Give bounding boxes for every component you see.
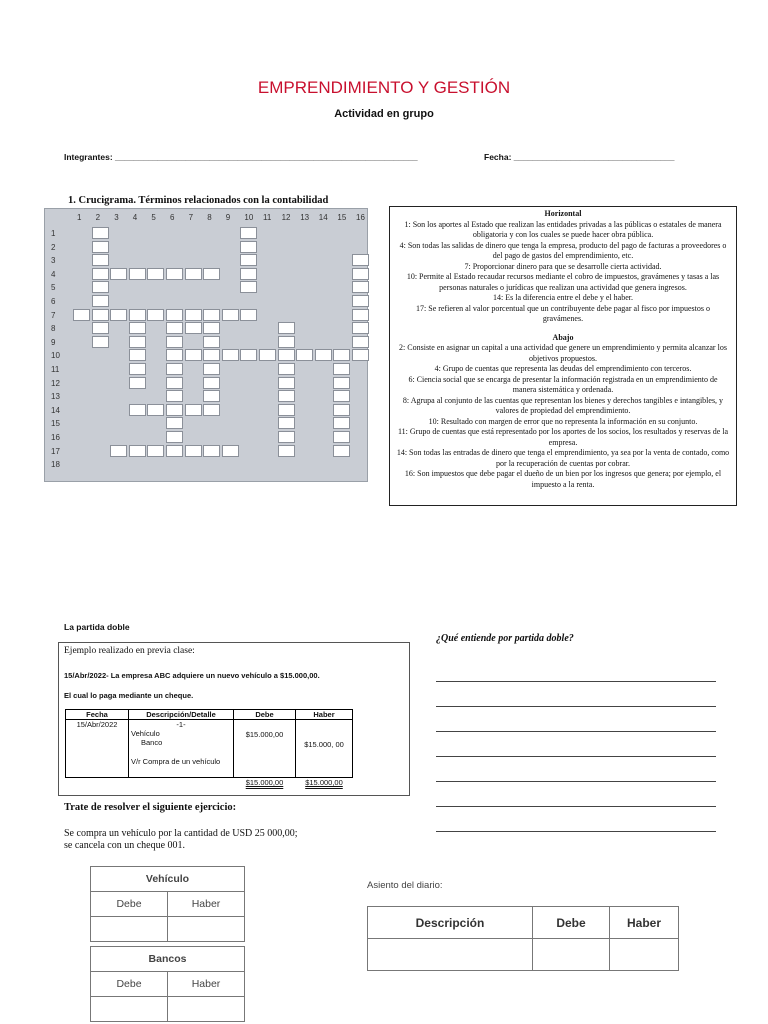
answer-line[interactable] [436,831,716,832]
crossword-col-number: 15 [337,213,347,222]
exercise-heading: Trate de resolver el siguiente ejercicio: [64,802,237,813]
crossword-cell[interactable] [166,268,183,280]
crossword-cell[interactable] [278,404,295,416]
crossword-cell[interactable] [129,309,146,321]
crossword-row-number: 11 [51,365,60,374]
crossword-col-number: 1 [77,213,82,222]
crossword-heading: 1. Crucigrama. Términos relacionados con la contabilidad [68,195,329,206]
crossword-cell[interactable] [240,309,257,321]
crossword-cell[interactable] [203,336,220,348]
crossword-cell[interactable] [278,349,295,361]
crossword-col-number: 3 [114,213,119,222]
crossword-cell[interactable] [166,309,183,321]
crossword-cell[interactable] [278,377,295,389]
t-account-title: Bancos [91,947,245,972]
crossword-row-number: 6 [51,297,56,306]
crossword-cell[interactable] [333,417,350,429]
crossword-cell[interactable] [92,322,109,334]
example-line-2: El cual lo paga mediante un cheque. [64,691,194,700]
crossword-cell[interactable] [166,445,183,457]
crossword-row-number: 3 [51,256,56,266]
crossword-cell[interactable] [185,445,202,457]
crossword-cell[interactable] [222,445,239,457]
crossword-row-number: 18 [51,460,60,470]
horizontal-clue: 1: Son los aportes al Estado que realizan las entidades privadas a las públicas o estatales de manera obligatoria y con los cuales se puede hacer obra pública. [404,219,722,239]
crossword-cell[interactable] [333,431,350,443]
answer-line[interactable] [436,681,716,682]
crossword-cell[interactable] [129,445,146,457]
crossword-cell[interactable] [166,322,183,334]
crossword-cell[interactable] [203,349,220,361]
crossword-cell[interactable] [352,281,369,293]
answer-line[interactable] [436,781,716,782]
crossword-cell[interactable] [185,349,202,361]
crossword-cell[interactable] [92,268,109,280]
crossword-row-number: 2 [51,242,56,252]
crossword-cell[interactable] [278,390,295,402]
total-debe: $15.000,00 [234,778,296,788]
clues-box [389,206,737,506]
crossword-cell[interactable] [147,404,164,416]
haber-value: $15.000, 00 [304,740,344,749]
crossword-cell[interactable] [185,322,202,334]
crossword-cell[interactable] [92,241,109,253]
crossword-cell[interactable] [333,404,350,416]
crossword-cell[interactable] [92,281,109,293]
crossword-cell[interactable] [203,404,220,416]
page-title: EMPRENDIMIENTO Y GESTIÓN [257,78,511,97]
partida-heading: La partida doble [64,622,130,632]
crossword-cell[interactable] [203,377,220,389]
horizontal-clue: 7: Proporcionar dinero para que se desarrolle cierta actividad. [464,261,662,271]
partida-question: ¿Qué entiende por partida doble? [436,633,574,644]
t-account-debe: Debe [91,892,168,917]
crossword-cell[interactable] [185,309,202,321]
crossword-cell[interactable] [240,227,257,239]
vertical-clue: 2: Consiste en asignar un capital a una actividad que genere un emprendimiento y permita alcanzar los objetivos propuestos. [399,343,727,363]
crossword-cell[interactable] [278,322,295,334]
answer-line[interactable] [436,706,716,707]
crossword-cell[interactable] [278,417,295,429]
t-account-haber-cell[interactable] [168,917,245,942]
page-subtitle: Actividad en grupo [334,108,434,120]
crossword-cell[interactable] [352,295,369,307]
crossword-cell[interactable] [166,431,183,443]
fecha-field[interactable]: Fecha: __________________________________ [484,152,675,162]
horizontal-heading: Horizontal [544,209,582,218]
crossword-cell[interactable] [147,309,164,321]
crossword-cell[interactable] [73,309,90,321]
crossword-cell[interactable] [129,268,146,280]
horizontal-clue: 10: Permite al Estado recaudar recursos mediante el cobro de impuestos, gravámenes y tasas a las personas naturales o jurídicas que realizan una actividad que genera ingresos. [406,272,720,292]
crossword-cell[interactable] [92,309,109,321]
crossword-cell[interactable] [166,417,183,429]
crossword-cell[interactable] [110,309,127,321]
crossword-cell[interactable] [352,336,369,348]
crossword-col-number: 7 [188,213,194,222]
total-haber: $15.000,00 [296,778,353,788]
exercise-line-1: Se compra un vehículo por la cantidad de USD 25 000,00; [64,828,298,839]
cell-fecha: 15/Abr/2022 [66,720,129,778]
crossword-cell[interactable] [259,349,276,361]
crossword-cell[interactable] [147,268,164,280]
crossword-cell[interactable] [278,431,295,443]
t-account-debe-cell[interactable] [91,997,168,1022]
crossword-cell[interactable] [240,254,257,266]
crossword-row-number: 16 [51,433,60,442]
crossword-cell[interactable] [203,445,220,457]
crossword-cell[interactable] [203,309,220,321]
cell-haber [296,720,353,778]
t-account-debe-cell[interactable] [91,917,168,942]
crossword-cell[interactable] [203,322,220,334]
crossword-cell[interactable] [352,254,369,266]
crossword-cell[interactable] [129,349,146,361]
crossword-cell[interactable] [185,404,202,416]
vertical-clue: 10: Resultado con margen de error que no representa la información en su conjunto. [428,416,698,426]
crossword-col-number: 10 [244,213,254,222]
asiento-cell-descripcion[interactable] [368,939,533,971]
crossword-cell[interactable] [166,390,183,402]
crossword-row-number: 15 [51,419,60,429]
crossword-col-number: 8 [207,213,212,222]
crossword-cell[interactable] [352,349,369,361]
example-journal-table [65,709,353,787]
crossword-cell[interactable] [110,445,127,457]
t-account-bancos [90,946,245,1022]
crossword-cell[interactable] [352,322,369,334]
vertical-clue: 4: Grupo de cuentas que representa las deudas del emprendimiento con terceros. [434,364,692,373]
debe-value: $15.000,00 [245,730,284,739]
crossword-cell[interactable] [166,404,183,416]
crossword-cell[interactable] [185,268,202,280]
vertical-clue: 11: Grupo de cuentas que está representado por los aportes de los socios, los resultados y reservas de la empresa. [397,427,729,447]
crossword-col-number: 4 [132,213,138,222]
crossword-col-number: 2 [95,213,101,222]
crossword-col-number: 12 [281,213,291,222]
vertical-clue: 14: Son todas las entradas de dinero que tenga el emprendimiento, ya sea por la venta de contado, como por la recuperación de cuentas por cobrar. [396,448,730,468]
crossword-row-number: 14 [51,405,60,415]
crossword-cell[interactable] [166,336,183,348]
crossword-cell[interactable] [333,363,350,375]
entry-vehiculo: Vehículo [131,729,160,738]
asiento-label: Asiento del diario: [367,880,443,891]
example-intro: Ejemplo realizado en previa clase: [64,646,195,656]
crossword-cell[interactable] [240,268,257,280]
cell-descripcion [129,720,234,778]
answer-line[interactable] [436,806,716,807]
crossword-cell[interactable] [147,445,164,457]
crossword-cell[interactable] [203,390,220,402]
crossword-cell[interactable] [240,281,257,293]
crossword-cell[interactable] [129,404,146,416]
t-account-haber: Haber [168,972,245,997]
crossword-cell[interactable] [129,363,146,375]
entry-banco: Banco [141,738,163,747]
horizontal-clue: 4: Son todas las salidas de dinero que tenga la empresa, producto del pago de facturas a proveedores o del pago de gastos del emprendimiento, etc. [399,240,727,260]
crossword-cell[interactable] [92,254,109,266]
entry-vr: V/r Compra de un vehículo [131,757,221,766]
crossword-row-number: 10 [51,351,60,361]
horizontal-clue: 17: Se refieren al valor porcentual que un contribuyente debe pagar al fisco por impuestos o gravámenes. [416,303,710,323]
answer-line[interactable] [436,756,716,757]
crossword-cell[interactable] [166,377,183,389]
col-descripcion: Descripción/Detalle [129,710,234,720]
crossword-col-number: 6 [170,213,175,222]
crossword-cell[interactable] [333,349,350,361]
col-debe: Debe [234,710,296,720]
vertical-clue: 6: Ciencia social que se encarga de presentar la información registrada en un emprendimiento de manera sistemática y ordenada. [408,374,718,394]
crossword-cell[interactable] [296,349,313,361]
crossword-row-number: 17 [51,446,60,456]
crossword-row-number: 7 [51,310,56,320]
t-account-debe: Debe [91,972,168,997]
crossword-cell[interactable] [92,295,109,307]
crossword-cell[interactable] [129,322,146,334]
crossword-cell[interactable] [203,268,220,280]
cell-debe [234,720,296,778]
vertical-heading: Abajo [552,332,574,342]
crossword-cell[interactable] [129,377,146,389]
crossword-row-number: 4 [51,269,56,279]
crossword-cell[interactable] [333,390,350,402]
crossword-cell[interactable] [278,363,295,375]
crossword-col-number: 13 [300,213,310,222]
crossword-row-number: 1 [51,229,56,238]
crossword-cell[interactable] [92,227,109,239]
col-fecha: Fecha [66,710,129,720]
horizontal-clues [396,220,730,325]
t-account-haber-cell[interactable] [168,997,245,1022]
asiento-col-descripcion: Descripción [368,907,533,939]
t-account-title: Vehículo [91,867,245,892]
crossword-cell[interactable] [129,336,146,348]
t-account-haber: Haber [168,892,245,917]
vertical-clue: 16: Son impuestos que debe pagar el dueño de un bien por los ingresos que genera; por ejemplo, el impuesto a la renta. [404,469,722,489]
integrantes-field[interactable]: Integrantes: ________________________________________________________________ [64,152,418,162]
crossword-cell[interactable] [240,349,257,361]
crossword-cell[interactable] [315,349,332,361]
crossword-col-number: 14 [318,213,328,222]
crossword-cell[interactable] [240,241,257,253]
t-account-vehiculo [90,866,245,942]
crossword-row-number: 13 [51,392,60,402]
crossword-col-number: 5 [151,213,156,222]
crossword-row-number: 9 [51,337,56,347]
col-haber: Haber [296,710,353,720]
example-line-1: 15/Abr/2022- La empresa ABC adquiere un nuevo vehículo a $15.000,00. [64,671,320,680]
vertical-clue: 8: Agrupa al conjunto de las cuentas que representan los bienes y derechos tangibles e intangibles, y valores de propiedad del emprendimiento. [402,395,724,415]
vertical-clues [396,343,730,490]
crossword-cell[interactable] [278,445,295,457]
asiento-col-haber: Haber [610,907,679,939]
crossword-cell[interactable] [222,349,239,361]
crossword-cell[interactable] [333,377,350,389]
asiento-cell-debe[interactable] [533,939,610,971]
crossword-row-number: 8 [51,324,56,334]
entry-number: -1- [176,720,186,729]
asiento-col-debe: Debe [533,907,610,939]
crossword-cell[interactable] [110,268,127,280]
exercise-line-2: se cancela con un cheque 001. [64,840,186,851]
crossword-cell[interactable] [92,336,109,348]
crossword-row-number: 5 [51,283,56,293]
crossword-cell[interactable] [278,336,295,348]
crossword-col-number: 9 [225,213,231,222]
asiento-cell-haber[interactable] [610,939,679,971]
crossword-cell[interactable] [352,268,369,280]
crossword-cell[interactable] [222,309,239,321]
crossword-col-number: 16 [356,213,365,222]
crossword-row-number: 12 [51,378,60,388]
asiento-table [367,906,679,971]
crossword-grid [44,208,368,482]
crossword-cell[interactable] [333,445,350,457]
crossword-cell[interactable] [203,363,220,375]
crossword-cell[interactable] [166,349,183,361]
answer-line[interactable] [436,731,716,732]
horizontal-clue: 14: Es la diferencia entre el debe y el haber. [493,293,633,302]
crossword-cell[interactable] [352,309,369,321]
crossword-cell[interactable] [166,363,183,375]
crossword-col-number: 11 [263,213,272,222]
